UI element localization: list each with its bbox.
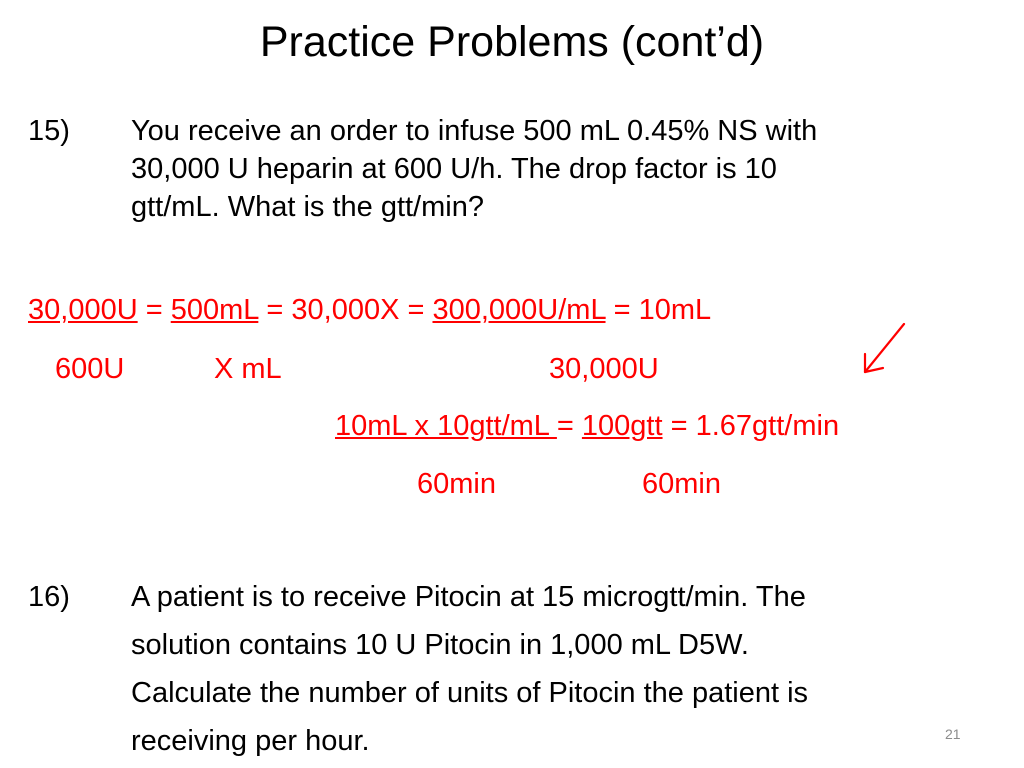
problem-15-line-2: 30,000 U heparin at 600 U/h. The drop factor is 10 bbox=[131, 153, 777, 185]
eq1-result: = 10mL bbox=[605, 294, 712, 326]
eq1-numerator-2: 500mL bbox=[170, 294, 259, 326]
eq2-result: = 1.67gtt/min bbox=[662, 410, 840, 442]
eq1-numerator-1: 30,000U bbox=[28, 294, 138, 326]
eq1-denominator-1: 600U bbox=[55, 353, 125, 385]
eq1-denominator-3: 30,000U bbox=[549, 353, 659, 385]
problem-15-line-1: You receive an order to infuse 500 mL 0.45% NS with bbox=[131, 115, 818, 147]
problem-16-line-2: solution contains 10 U Pitocin in 1,000 mL D5W. bbox=[131, 629, 749, 661]
problem-16-line-1: A patient is to receive Pitocin at 15 microgtt/min. The bbox=[131, 581, 806, 613]
problem-15-line-3: gtt/mL. What is the gtt/min? bbox=[131, 191, 484, 223]
eq2-numerator-2: 100gtt bbox=[581, 410, 663, 442]
equation-1 bbox=[28, 291, 711, 329]
eq1-operator-2: = 30,000X = bbox=[258, 294, 433, 326]
problem-16-number: 16) bbox=[28, 581, 70, 613]
eq2-denominator-1: 60min bbox=[417, 468, 496, 500]
slide-title: Practice Problems (cont’d) bbox=[259, 18, 765, 66]
eq1-numerator-3: 300,000U/mL bbox=[432, 294, 606, 326]
problem-15-number: 15) bbox=[28, 115, 70, 147]
arrow-annotation-icon bbox=[855, 318, 915, 382]
eq2-numerator-1: 10mL x 10gtt/mL bbox=[335, 410, 557, 442]
problem-16-line-3: Calculate the number of units of Pitocin the patient is bbox=[131, 677, 809, 709]
eq2-operator-1: = bbox=[556, 410, 582, 442]
eq1-denominator-2: X mL bbox=[214, 353, 282, 385]
equation-2 bbox=[335, 407, 839, 445]
eq2-denominator-2: 60min bbox=[642, 468, 721, 500]
slide-page-number: 21 bbox=[945, 726, 961, 742]
eq1-operator-1: = bbox=[137, 294, 171, 326]
problem-16-line-4: receiving per hour. bbox=[131, 725, 370, 757]
